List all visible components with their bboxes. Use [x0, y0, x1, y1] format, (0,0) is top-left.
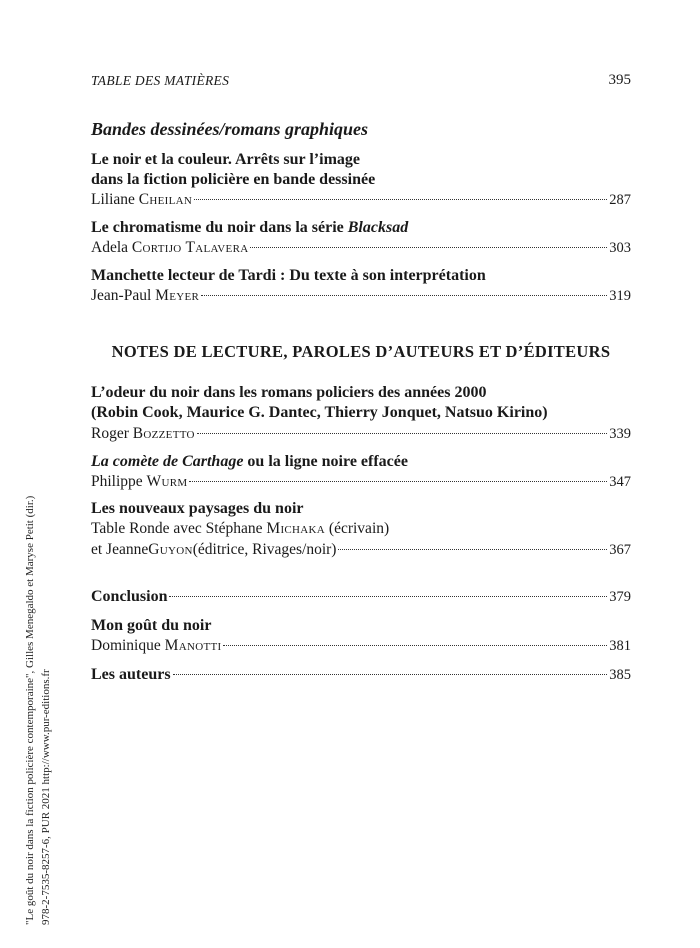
entry-page: 367 [609, 542, 631, 558]
entry-page: 385 [609, 667, 631, 683]
entry-page: 381 [609, 638, 631, 654]
dot-leader [201, 295, 607, 296]
entry-title: Manchette lecteur de Tardi : Du texte à son interprétation [91, 267, 486, 284]
author-last: Manotti [164, 637, 222, 654]
entry-title-italic: Blacksad [347, 219, 409, 236]
author-last: Meyer [155, 287, 200, 304]
toc-entry-auteurs[interactable] [91, 665, 631, 685]
dot-leader [338, 549, 607, 550]
entry-label: Conclusion [91, 588, 168, 605]
subtitle-text: (écrivain) [325, 520, 390, 537]
entry-title: L’odeur du noir dans les romans policiers des années 2000 [91, 384, 487, 401]
dot-leader [197, 433, 607, 434]
author-last: Wurm [146, 473, 188, 490]
entry-page: 339 [609, 426, 631, 442]
section-heading-notes [91, 342, 631, 362]
author-last: Bozzetto [132, 425, 195, 442]
toc-entry-conclusion[interactable] [91, 587, 631, 607]
subtitle-text: (éditrice, Rivages/noir) [192, 541, 337, 558]
entry-title [91, 452, 631, 472]
author-first: Adela [91, 239, 129, 256]
toc-entry-author[interactable] [91, 190, 631, 210]
entry-subtitle [91, 519, 631, 539]
author-first: Roger [91, 425, 129, 442]
dot-leader [194, 199, 607, 200]
author-last: Cortijo Talavera [131, 239, 249, 256]
author-first: Dominique [91, 637, 161, 654]
entry-title: Le noir et la couleur. Arrêts sur l’image [91, 151, 360, 168]
author-last: Guyon [148, 541, 193, 558]
author-first: Jean-Paul [91, 287, 152, 304]
running-header [91, 73, 631, 93]
toc-entry-author[interactable] [91, 540, 631, 560]
entry-page: 379 [609, 589, 631, 605]
entry-page: 287 [609, 192, 631, 208]
entry-title-text: ou la ligne noire effacée [243, 453, 408, 470]
section-heading-text: NOTES DE LECTURE, PAROLES D’AUTEURS ET D’ÉDITEURS [111, 342, 611, 361]
dot-leader [173, 674, 608, 675]
entry-title: (Robin Cook, Maurice G. Dantec, Thierry Jonquet, Natsuo Kirino) [91, 404, 548, 421]
toc-entry-author[interactable] [91, 472, 631, 492]
page-number: 395 [608, 72, 631, 88]
toc-entry-author[interactable] [91, 636, 631, 656]
entry-page: 319 [609, 288, 631, 304]
subtitle-text: Table Ronde avec Stéphane [91, 520, 267, 537]
entry-title: Mon goût du noir [91, 617, 212, 634]
sidebar-line: "Le goût du noir dans la fiction policière contemporaine", Gilles Menegaldo et Maryse Petit (dir.) [24, 495, 36, 925]
toc-entry-author[interactable] [91, 286, 631, 306]
entry-title-text: Le chromatisme du noir dans la série [91, 219, 348, 236]
author-first: Liliane [91, 191, 135, 208]
author-last: Cheilan [138, 191, 193, 208]
dot-leader [169, 596, 607, 597]
author-last: Michaka [266, 520, 326, 537]
entry-page: 303 [609, 240, 631, 256]
copyright-sidebar [22, 0, 82, 940]
toc-entry-author[interactable] [91, 424, 631, 444]
toc-entry-author[interactable] [91, 238, 631, 258]
section-heading-bd: Bandes dessinées/romans graphiques [91, 119, 369, 139]
entry-title: Les nouveaux paysages du noir [91, 500, 304, 517]
entry-title: dans la fiction policière en bande dessinée [91, 171, 376, 188]
dot-leader [250, 247, 607, 248]
entry-title [91, 218, 631, 238]
running-header-title: TABLE DES MATIÈRES [91, 73, 230, 88]
entry-title-italic: La comète de Carthage [91, 453, 244, 470]
subtitle-text: et Jeanne [91, 541, 149, 558]
dot-leader [223, 645, 607, 646]
dot-leader [189, 481, 607, 482]
author-first: Philippe [91, 473, 143, 490]
entry-label: Les auteurs [91, 666, 171, 683]
sidebar-line: 978-2-7535-8257-6, PUR 2021 http://www.pur-editions.fr [40, 669, 52, 925]
entry-page: 347 [609, 474, 631, 490]
